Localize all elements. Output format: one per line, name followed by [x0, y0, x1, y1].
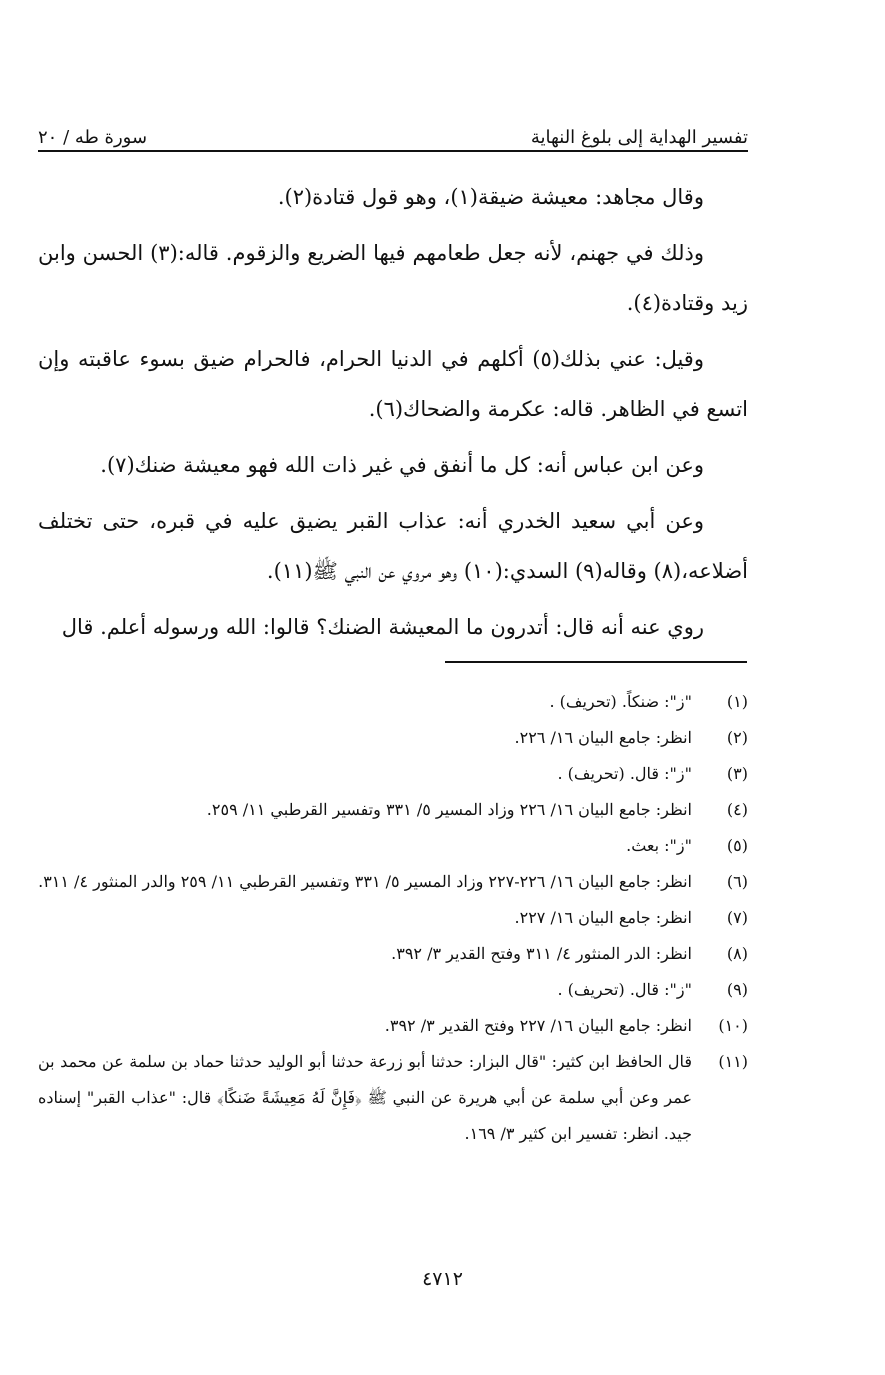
paragraph: وذلك في جهنم، لأنه جعل طعامهم فيها الضريع والزقوم. قاله:(٣) الحسن وابن زيد وقتادة(٤).	[38, 241, 748, 315]
footnote-item	[38, 864, 748, 900]
footnote-text: انظر: جامع البيان ١٦/ ٢٢٦ وزاد المسير ٥/ ٣٣١ وتفسير القرطبي ١١/ ٢٥٩.	[206, 800, 692, 819]
footnote-text: انظر: جامع البيان ١٦/ ٢٢٧ وفتح القدير ٣/ ٣٩٢.	[384, 1016, 692, 1035]
footnote-item	[38, 828, 748, 864]
running-header	[38, 112, 748, 148]
footnote-text: "ز": ضنكاً. (تحريف) .	[549, 692, 692, 711]
footnote-number: (١٠)	[718, 1016, 748, 1035]
paragraph: وقال مجاهد: معيشة ضيقة(١)، وهو قول قتادة(٢).	[277, 185, 704, 209]
book-title: تفسير الهداية إلى بلوغ النهاية	[530, 127, 748, 148]
footnote-text: قال الحافظ ابن كثير: "قال البزار: حدثنا أبو زرعة حدثنا أبو الوليد حدثنا حماد بن سلمة عن محمد بن عمر وعن أبي سلمة عن أبي هريرة عن النبي ﷺ ﴿فَإِنَّ لَهُ مَعِيشَةً ضَنكًا﴾ قال: "عذاب القبر" إسناده جيد. انظر: تفسير ابن كثير ٣/ ١٦٩.	[38, 1052, 692, 1143]
footnote-item	[38, 720, 748, 756]
page-number: ٤٧١٢	[422, 1268, 463, 1290]
footnote-text: "ز": قال. (تحريف) .	[557, 980, 692, 999]
footnote-text: انظر: الدر المنثور ٤/ ٣١١ وفتح القدير ٣/ ٣٩٢.	[391, 944, 692, 963]
main-text	[38, 172, 748, 658]
footnote-number: (٩)	[726, 980, 748, 999]
surah-label: سورة طه / ٢٠	[38, 127, 148, 148]
footnote-number: (٨)	[726, 944, 748, 963]
footnote-item	[38, 684, 748, 720]
footnotes	[38, 684, 748, 1152]
footnote-number: (٣)	[726, 764, 748, 783]
paragraph: وقيل: عني بذلك(٥) أكلهم في الدنيا الحرام، فالحرام ضيق بسوء عاقبته وإن اتسع في الظاهر. قاله: عكرمة والضحاك(٦).	[38, 347, 748, 421]
footnote-item	[38, 792, 748, 828]
footnote-number: (٥)	[726, 836, 748, 855]
footnote-text: انظر: جامع البيان ١٦/ ٢٢٦-٢٢٧ وزاد المسير ٥/ ٣٣١ وتفسير القرطبي ١١/ ٢٥٩ والدر المنثور ٤/ ٣١١.	[38, 872, 692, 891]
footnote-text: انظر: جامع البيان ١٦/ ٢٢٧.	[514, 908, 692, 927]
footnote-number: (١)	[726, 692, 748, 711]
footnote-number: (٧)	[726, 908, 748, 927]
footnote-number: (٢)	[726, 728, 748, 747]
footnote-number: (٦)	[726, 872, 748, 891]
footnote-item	[38, 972, 748, 1008]
footnote-item	[38, 1008, 748, 1044]
paragraph: روي عنه أنه قال: أتدرون ما المعيشة الضنك؟ قالوا: الله ورسوله أعلم. قال	[61, 615, 704, 639]
footnote-number: (١١)	[718, 1052, 748, 1071]
footnote-text: "ز": قال. (تحريف) .	[557, 764, 692, 783]
header-rule	[38, 150, 748, 152]
footnote-item	[38, 756, 748, 792]
footnote-item	[38, 936, 748, 972]
paragraph: وعن أبي سعيد الخدري أنه: عذاب القبر يضيق عليه في قبره، حتى تختلف أضلاعه،(٨) وقاله(٩) السدي:(١٠) وهو مروي عن النبي ﷺ(١١).	[38, 509, 748, 583]
footnote-item	[38, 900, 748, 936]
footnote-text: "ز": بعث.	[626, 836, 692, 855]
footnote-text: انظر: جامع البيان ١٦/ ٢٢٦.	[514, 728, 692, 747]
footnote-number: (٤)	[726, 800, 748, 819]
paragraph: وعن ابن عباس أنه: كل ما أنفق في غير ذات الله فهو معيشة ضنك(٧).	[100, 453, 704, 477]
footnote-item	[38, 1044, 748, 1152]
footnote-separator	[445, 661, 747, 663]
